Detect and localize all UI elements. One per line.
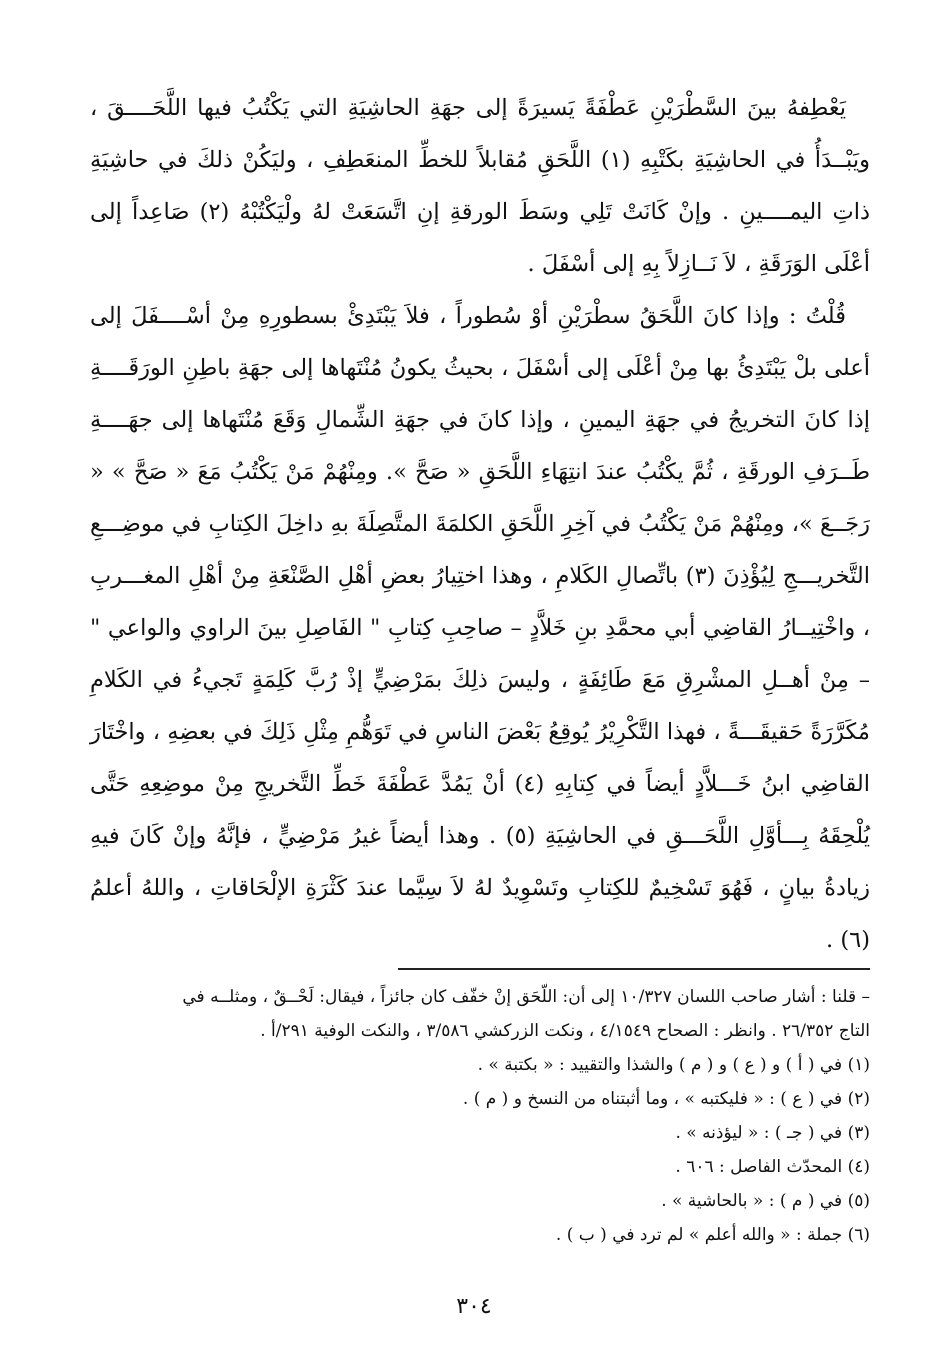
main-text	[90, 82, 870, 966]
footnote-continuation-line: التاج ٢٦/٣٥٢ . وانظر : الصحاح ٤/١٥٤٩ ، ونكت الزركشي ٣/٥٨٦ ، والنكت الوفية ٢٩١/أ .	[260, 1021, 870, 1041]
footnote-3: (٣) في ( جـ ) : « ليؤذنه » .	[675, 1123, 870, 1143]
footnote-5: (٥) في ( م ) : « بالحاشية » .	[661, 1191, 870, 1211]
footnote-continuation	[90, 980, 870, 1048]
page-number: ٣٠٤	[456, 1294, 492, 1319]
footnotes	[90, 980, 870, 1252]
paragraph-1: يَعْطِفهُ بينَ السَّطْرَيْنِ عَطْفَةً يَسيرَةً إلى جهَةِ الحاشِيَةِ التي يَكْتُبُ فيها اللَّحَــــقَ ، ويَبْــدَأُ في الحاشِيَةِ بكَتْبِهِ (١) اللَّحَقِ مُقابلاً للخطِّ المنعَطِفِ ، وليَكُنْ ذلكَ في حاشِيَةِ ذاتِ اليمــــينِ . وإنْ كَانَتْ تَلِي وسَطَ الورقةِ إنِ اتَّسَعَتْ لهُ ولْيَكْتُبْهُ (٢) صَاعِداً إلى أعْلَى الوَرَقَةِ ، لاَ نَــازِلاً بِهِ إلى أسْفَلَ .	[90, 95, 871, 277]
footnote-continuation-line: – قلنا : أشار صاحب اللسان ١٠/٣٢٧ إلى أن: اللّحَق إنْ خفّف كان جائزاً ، فيقال: لَحْــقٌ ، ومثلــه في	[182, 987, 870, 1007]
footnote-2: (٢) في ( ع ) : « فليكتبه » ، وما أثبتناه من النسخ و ( م ) .	[462, 1089, 870, 1109]
footnote-separator	[398, 968, 870, 970]
footnote-6: (٦) جملة : « والله أعلم » لم ترد في ( ب ) .	[555, 1225, 870, 1245]
footnote-1: (١) في ( أ ) و ( ع ) و ( م ) والشذا والتقييد : « بكتبة » .	[477, 1055, 870, 1075]
footnote-4: (٤) المحدّث الفاصل : ٦٠٦ .	[675, 1157, 870, 1177]
paragraph-2: قُلْتُ : وإذا كانَ اللَّحَقُ سطْرَيْنِ أوْ سُطوراً ، فلاَ يَبْتَدِئْ بسطورِهِ مِنْ أسْــــفَلَ إلى أعلى بلْ يَبْتَدِئُ بها مِنْ أعْلَى إلى أسْفَلَ ، بحيثُ يكونُ مُنْتَهاها إلى جهَةِ باطِنِ الورَقَــــةِ إذا كانَ التخريجُ في جهَةِ اليمينِ ، وإذا كانَ في جهَةِ الشِّمالِ وَقَعَ مُنْتَهاها إلى جهَــــةِ طَــرَفِ الورقَةِ ، ثُمَّ يكْتُبُ عندَ انتِهَاءِ اللَّحَقِ « صَحَّ ». ومِنْهُمْ مَنْ يَكْتُبُ مَعَ « صَحَّ » « رَجَــعَ »، ومِنْهُمْ مَنْ يَكْتُبُ في آخِرِ اللَّحَقِ الكلمَةَ المتَّصِلَةَ بهِ داخِلَ الكِتابِ في موضِـــعِ التَّخريـــجِ لِيُؤْذِنَ (٣) باتِّصالِ الكَلامِ ، وهذا اختِيارُ بعضِ أهْلِ الصَّنْعَةِ مِنْ أهْلِ المغـــربِ ، واخْتِيــارُ القاضِي أبي محمَّدِ بنِ خَلاَّدٍ – صاحِبِ كِتابِ " الفَاصِلِ بينَ الراوي والواعي " – مِنْ أهــلِ المشْرِقِ مَعَ طَائِفَةٍ ، وليسَ ذلِكَ بمَرْضِيٍّ إذْ رُبَّ كَلِمَةٍ تَجيءُ في الكَلامِ مُكَرَّرَةً حَقيقَـــةً ، فهذا التَّكْرِيْرُ يُوقِعُ بَعْضَ الناسِ في تَوَهُّمِ مِثْلِ ذَلِكَ في بعضِهِ ، واخْتَارَ القاضِي ابنُ خَـــلاَّدٍ أيضاً في كِتابِهِ (٤) أنْ يَمُدَّ عَطْفَةَ خَطِّ التَّخريجِ مِنْ موضِعِهِ حَتَّى يُلْحِقَهُ بِـــأوَّلِ اللَّحَـــقِ في الحاشِيَةِ (٥) . وهذا أيضاً غيرُ مَرْضِيٍّ ، فإنَّهُ وإنْ كَانَ فيهِ زيادةُ بيانٍ ، فَهُوَ تَسْخِيمٌ للكِتابِ وتَسْوِيدٌ لهُ لاَ سِيَّما عندَ كَثْرَةِ الإلْحَاقاتِ ، واللهُ أعلمُ (٦) .	[90, 303, 870, 953]
